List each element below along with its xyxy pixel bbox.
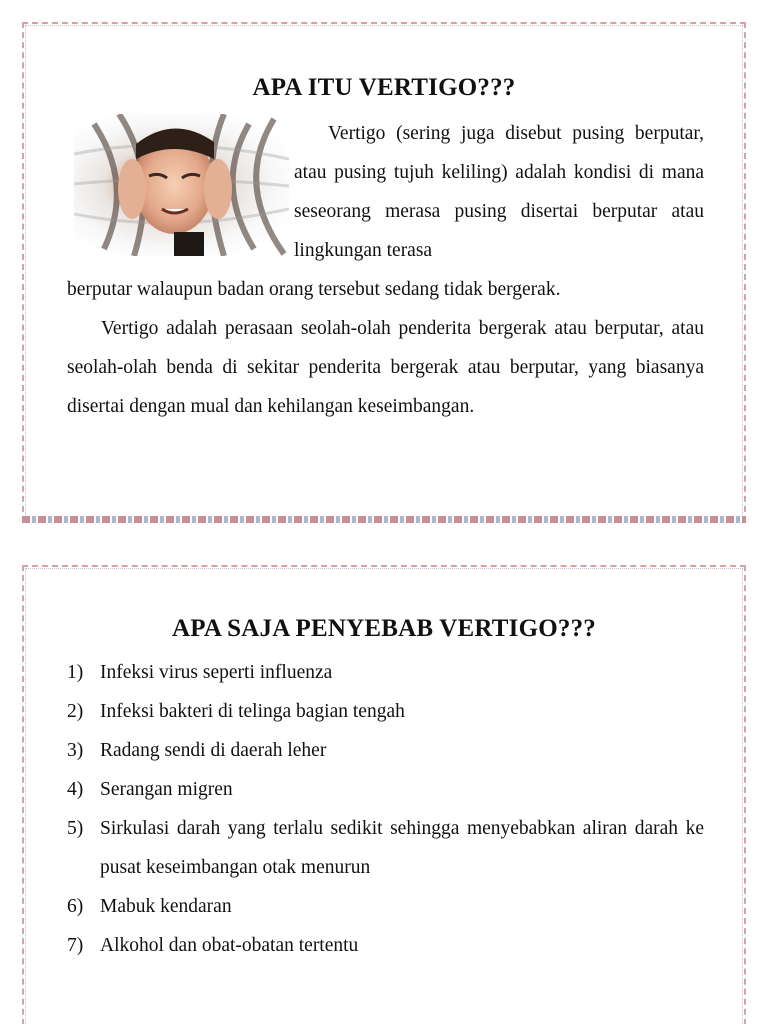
cause-number: 6) [67, 896, 84, 917]
cause-item [67, 809, 704, 887]
intro-paragraph-right [294, 114, 704, 270]
cause-text: Mabuk kendaran [100, 896, 232, 917]
cause-text: Infeksi bakteri di telinga bagian tengah [100, 701, 405, 722]
intro-text: Vertigo (sering juga disebut pusing berputar, atau pusing tujuh keliling) adalah kondisi di mana seseorang merasa pusing disertai berputar atau lingkungan terasa [294, 123, 704, 261]
cause-item [67, 692, 704, 731]
vertigo-causes-card [22, 565, 746, 1024]
cause-item [67, 887, 704, 926]
vertigo-definition-card [22, 22, 746, 522]
causes-list [67, 653, 704, 965]
section-title-causes: APA SAJA PENYEBAB VERTIGO??? [171, 615, 596, 642]
section-title-what-is-vertigo: APA ITU VERTIGO??? [252, 74, 516, 101]
cause-text: Sirkulasi darah yang terlalu sedikit sehingga menyebabkan aliran darah ke pusat keseimbangan otak menurun [100, 818, 704, 878]
cause-item [67, 770, 704, 809]
cause-item [67, 926, 704, 965]
cause-text: Alkohol dan obat-obatan tertentu [100, 935, 359, 956]
cause-item [67, 731, 704, 770]
cause-number: 2) [67, 701, 84, 722]
dizzy-woman-illustration [74, 114, 289, 256]
definition-paragraph: Vertigo adalah perasaan seolah-olah penderita bergerak atau berputar, atau seolah-olah benda di sekitar penderita bergerak atau berputar, yang biasanya disertai dengan mual dan kehilangan keseimbangan. [67, 318, 704, 417]
cause-text: Serangan migren [100, 779, 233, 800]
intro-continuation-text: berputar walaupun badan orang tersebut sedang tidak bergerak. [67, 279, 561, 300]
cause-item [67, 653, 704, 692]
cause-number: 3) [67, 740, 84, 761]
cause-text: Radang sendi di daerah leher [100, 740, 327, 761]
card-bottom-border [22, 516, 746, 523]
cause-number: 7) [67, 935, 84, 956]
dizzy-woman-photo [74, 114, 289, 256]
cause-text: Infeksi virus seperti influenza [100, 662, 333, 683]
cause-number: 5) [67, 818, 84, 839]
cause-number: 1) [67, 662, 84, 683]
cause-number: 4) [67, 779, 84, 800]
